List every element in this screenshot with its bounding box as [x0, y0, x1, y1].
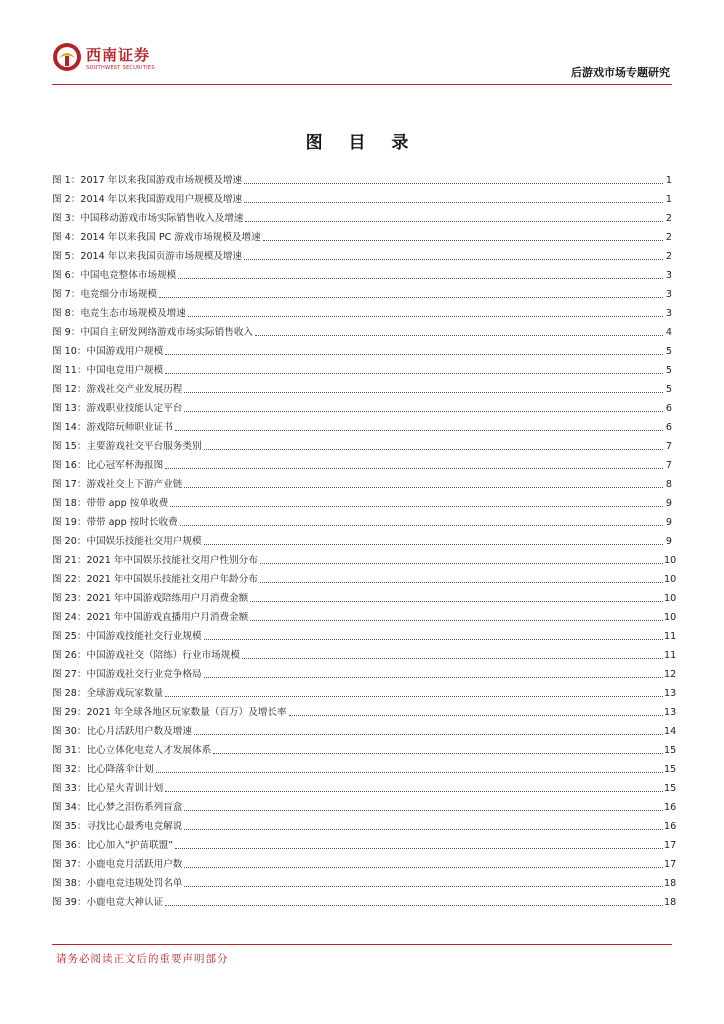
toc-entry-page: 7	[665, 441, 672, 452]
toc-entry-page: 2	[665, 251, 672, 262]
dot-leader	[184, 410, 663, 412]
toc-entry-page: 17	[664, 840, 677, 851]
toc-entry[interactable]	[52, 339, 672, 358]
dot-leader	[263, 239, 663, 241]
toc-entry-page: 8	[665, 479, 672, 490]
toc-entry[interactable]	[52, 548, 677, 567]
toc-entry-page: 14	[664, 726, 677, 737]
dot-leader	[184, 866, 663, 868]
toc-entry-label: 图 13：游戏职业技能认定平台	[52, 403, 183, 414]
toc-entry[interactable]	[52, 510, 672, 529]
logo-subtitle: SOUTHWEST SECURITIES	[86, 65, 155, 71]
toc-entry-label: 图 6：中国电竞整体市场规模	[52, 270, 177, 281]
toc-entry[interactable]	[52, 415, 672, 434]
toc-entry-label: 图 12：游戏社交产业发展历程	[52, 384, 183, 395]
toc-entry-page: 5	[665, 384, 672, 395]
toc-entry-page: 6	[665, 422, 672, 433]
toc-entry-label: 图 5：2014 年以来我国页游市场规模及增速	[52, 251, 243, 262]
toc-entry-page: 15	[664, 745, 677, 756]
toc-entry-page: 10	[664, 574, 677, 585]
toc-entry[interactable]	[52, 643, 677, 662]
toc-entry-label: 图 9：中国自主研发网络游戏市场实际销售收入	[52, 327, 254, 338]
toc-entry-label: 图 29：2021 年全球各地区玩家数量（百万）及增长率	[52, 707, 287, 718]
toc-entry-page: 12	[664, 669, 677, 680]
dot-leader	[165, 695, 663, 697]
toc-entry[interactable]	[52, 757, 677, 776]
dot-leader	[250, 600, 663, 602]
toc-entry-label: 图 35：寻找比心最秀电竞解说	[52, 821, 183, 832]
company-logo	[52, 40, 182, 76]
toc-entry-page: 3	[665, 289, 672, 300]
toc-entry[interactable]	[52, 358, 672, 377]
toc-entry[interactable]	[52, 833, 677, 852]
toc-entry-label: 图 2：2014 年以来我国游戏用户规模及增速	[52, 194, 243, 205]
toc-entry[interactable]	[52, 852, 677, 871]
toc-entry-label: 图 14：游戏陪玩师职业证书	[52, 422, 173, 433]
dot-leader	[204, 448, 663, 450]
toc-entry-label: 图 37：小鹿电竞月活跃用户数	[52, 859, 183, 870]
dot-leader	[260, 581, 663, 583]
toc-entry[interactable]	[52, 453, 672, 472]
dot-leader	[289, 714, 663, 716]
dot-leader	[245, 220, 663, 222]
toc-entry[interactable]	[52, 871, 677, 890]
toc-entry-label: 图 16：比心冠军杯海报图	[52, 460, 164, 471]
dot-leader	[180, 524, 663, 526]
dot-leader	[175, 847, 663, 849]
toc-entry-page: 1	[665, 194, 672, 205]
toc-entry[interactable]	[52, 377, 672, 396]
dot-leader	[184, 809, 663, 811]
dot-leader	[260, 562, 663, 564]
toc-entry[interactable]	[52, 282, 672, 301]
toc-entry-page: 11	[664, 631, 677, 642]
toc-entry-label: 图 26：中国游戏社交（陪练）行业市场规模	[52, 650, 240, 661]
dot-leader	[244, 182, 663, 184]
toc-entry-page: 18	[664, 897, 677, 908]
dot-leader	[213, 752, 663, 754]
toc-entry-label: 图 31：比心立体化电竞人才发展体系	[52, 745, 212, 756]
toc-entry-page: 5	[665, 346, 672, 357]
toc-entry-label: 图 22：2021 年中国娱乐技能社交用户年龄分布	[52, 574, 258, 585]
toc-entry-label: 图 32：比心降落伞计划	[52, 764, 154, 775]
dot-leader	[250, 619, 663, 621]
toc-entry-page: 9	[665, 536, 672, 547]
footer-divider	[52, 944, 672, 945]
toc-entry-label: 图 21：2021 年中国娱乐技能社交用户性别分布	[52, 555, 258, 566]
toc-entry-page: 10	[664, 555, 677, 566]
toc-entry[interactable]	[52, 662, 677, 681]
toc-entry-label: 图 11：中国电竞用户规模	[52, 365, 164, 376]
toc-entry[interactable]	[52, 434, 672, 453]
toc-entry-page: 13	[664, 688, 677, 699]
page-title: 图 目 录	[305, 133, 419, 153]
dot-leader	[244, 258, 663, 260]
toc-entry-page: 2	[665, 213, 672, 224]
toc-entry-page: 18	[664, 878, 677, 889]
toc-entry[interactable]	[52, 624, 677, 643]
toc-entry-page: 15	[664, 783, 677, 794]
toc-entry-page: 16	[664, 802, 677, 813]
dot-leader	[165, 353, 663, 355]
toc-entry[interactable]	[52, 491, 672, 510]
header-divider	[52, 84, 672, 85]
toc-entry-label: 图 27：中国游戏社交行业竞争格局	[52, 669, 202, 680]
toc-entry-page: 13	[664, 707, 677, 718]
toc-entry-label: 图 25：中国游戏技能社交行业规模	[52, 631, 202, 642]
toc-entry-page: 5	[665, 365, 672, 376]
dot-leader	[184, 391, 663, 393]
toc-entry-label: 图 1：2017 年以来我国游戏市场规模及增速	[52, 175, 243, 186]
toc-entry-label: 图 19：带带 app 按时长收费	[52, 517, 178, 528]
toc-entry-page: 6	[665, 403, 672, 414]
toc-entry[interactable]	[52, 529, 672, 548]
toc-entry-label: 图 10：中国游戏用户规模	[52, 346, 164, 357]
dot-leader	[165, 790, 663, 792]
toc-entry[interactable]	[52, 814, 677, 833]
dot-leader	[204, 638, 663, 640]
toc-entry-label: 图 4：2014 年以来我国 PC 游戏市场规模及增速	[52, 232, 261, 243]
page-header	[52, 38, 672, 82]
logo-emblem-icon	[52, 42, 82, 72]
toc-entry[interactable]	[52, 225, 672, 244]
dot-leader	[165, 467, 663, 469]
toc-entry[interactable]	[52, 890, 677, 909]
toc-entry-label: 图 17：游戏社交上下游产业链	[52, 479, 183, 490]
toc-entry-label: 图 28：全球游戏玩家数量	[52, 688, 164, 699]
dot-leader	[204, 676, 663, 678]
toc-entry[interactable]	[52, 168, 672, 187]
toc-entry-label: 图 33：比心星火青训计划	[52, 783, 164, 794]
dot-leader	[255, 334, 663, 336]
toc-entry-label: 图 38：小鹿电竞违规处罚名单	[52, 878, 183, 889]
toc-entry[interactable]	[52, 320, 672, 339]
toc-entry-label: 图 18：带带 app 按单收费	[52, 498, 169, 509]
toc-entry-page: 7	[665, 460, 672, 471]
dot-leader	[170, 505, 663, 507]
toc-entry-label: 图 3：中国移动游戏市场实际销售收入及增速	[52, 213, 244, 224]
toc-entry-page: 16	[664, 821, 677, 832]
toc-entry[interactable]	[52, 586, 677, 605]
toc-entry[interactable]	[52, 605, 677, 624]
toc-entry-label: 图 34：比心梦之泪伤系列盲盒	[52, 802, 183, 813]
toc-entry[interactable]	[52, 738, 677, 757]
dot-leader	[156, 771, 663, 773]
dot-leader	[204, 543, 663, 545]
toc-entry-page: 15	[664, 764, 677, 775]
dot-leader	[175, 429, 663, 431]
dot-leader	[184, 486, 663, 488]
dot-leader	[165, 372, 663, 374]
toc-entry[interactable]	[52, 187, 672, 206]
toc-entry[interactable]	[52, 244, 672, 263]
toc-entry-page: 3	[665, 270, 672, 281]
toc-entry[interactable]	[52, 301, 672, 320]
dot-leader	[188, 315, 663, 317]
toc-entry-page: 10	[664, 593, 677, 604]
toc-entry-page: 17	[664, 859, 677, 870]
logo-name: 西南证券	[86, 46, 151, 64]
toc-entry[interactable]	[52, 263, 672, 282]
dot-leader	[165, 904, 663, 906]
toc-entry-label: 图 36：比心加入“护苗联盟”	[52, 840, 174, 851]
toc-entry-label: 图 8：电竞生态市场规模及增速	[52, 308, 186, 319]
toc-entry-page: 10	[664, 612, 677, 623]
toc-entry-page: 1	[665, 175, 672, 186]
toc-entry-label: 图 39：小鹿电竞大神认证	[52, 897, 164, 908]
toc-entry[interactable]	[52, 700, 677, 719]
toc-entry[interactable]	[52, 567, 677, 586]
dot-leader	[159, 296, 663, 298]
toc-entry-label: 图 7：电竞细分市场规模	[52, 289, 158, 300]
toc-entry[interactable]	[52, 776, 677, 795]
dot-leader	[184, 828, 663, 830]
toc-entry-label: 图 15：主要游戏社交平台服务类别	[52, 441, 202, 452]
toc-entry-page: 3	[665, 308, 672, 319]
toc-entry[interactable]	[52, 396, 672, 415]
dot-leader	[178, 277, 663, 279]
toc-entry[interactable]	[52, 206, 672, 225]
toc-entry-label: 图 20：中国娱乐技能社交用户规模	[52, 536, 202, 547]
toc-entry[interactable]	[52, 719, 677, 738]
dot-leader	[244, 201, 663, 203]
toc-entry-label: 图 23：2021 年中国游戏陪练用户月消费金额	[52, 593, 249, 604]
toc-entry[interactable]	[52, 795, 677, 814]
toc-entry-page: 11	[664, 650, 677, 661]
figure-list	[52, 168, 677, 909]
toc-entry[interactable]	[52, 681, 677, 700]
toc-entry-page: 9	[665, 517, 672, 528]
footer-disclaimer: 请务必阅读正文后的重要声明部分	[56, 953, 229, 965]
report-title: 后游戏市场专题研究	[571, 66, 670, 79]
toc-entry-label: 图 30：比心月活跃用户数及增速	[52, 726, 192, 737]
toc-entry[interactable]	[52, 472, 672, 491]
toc-entry-page: 9	[665, 498, 672, 509]
toc-entry-label: 图 24：2021 年中国游戏直播用户月消费金额	[52, 612, 249, 623]
toc-entry-page: 2	[665, 232, 672, 243]
dot-leader	[242, 657, 663, 659]
toc-entry-page: 4	[665, 327, 672, 338]
dot-leader	[184, 885, 663, 887]
dot-leader	[194, 733, 663, 735]
